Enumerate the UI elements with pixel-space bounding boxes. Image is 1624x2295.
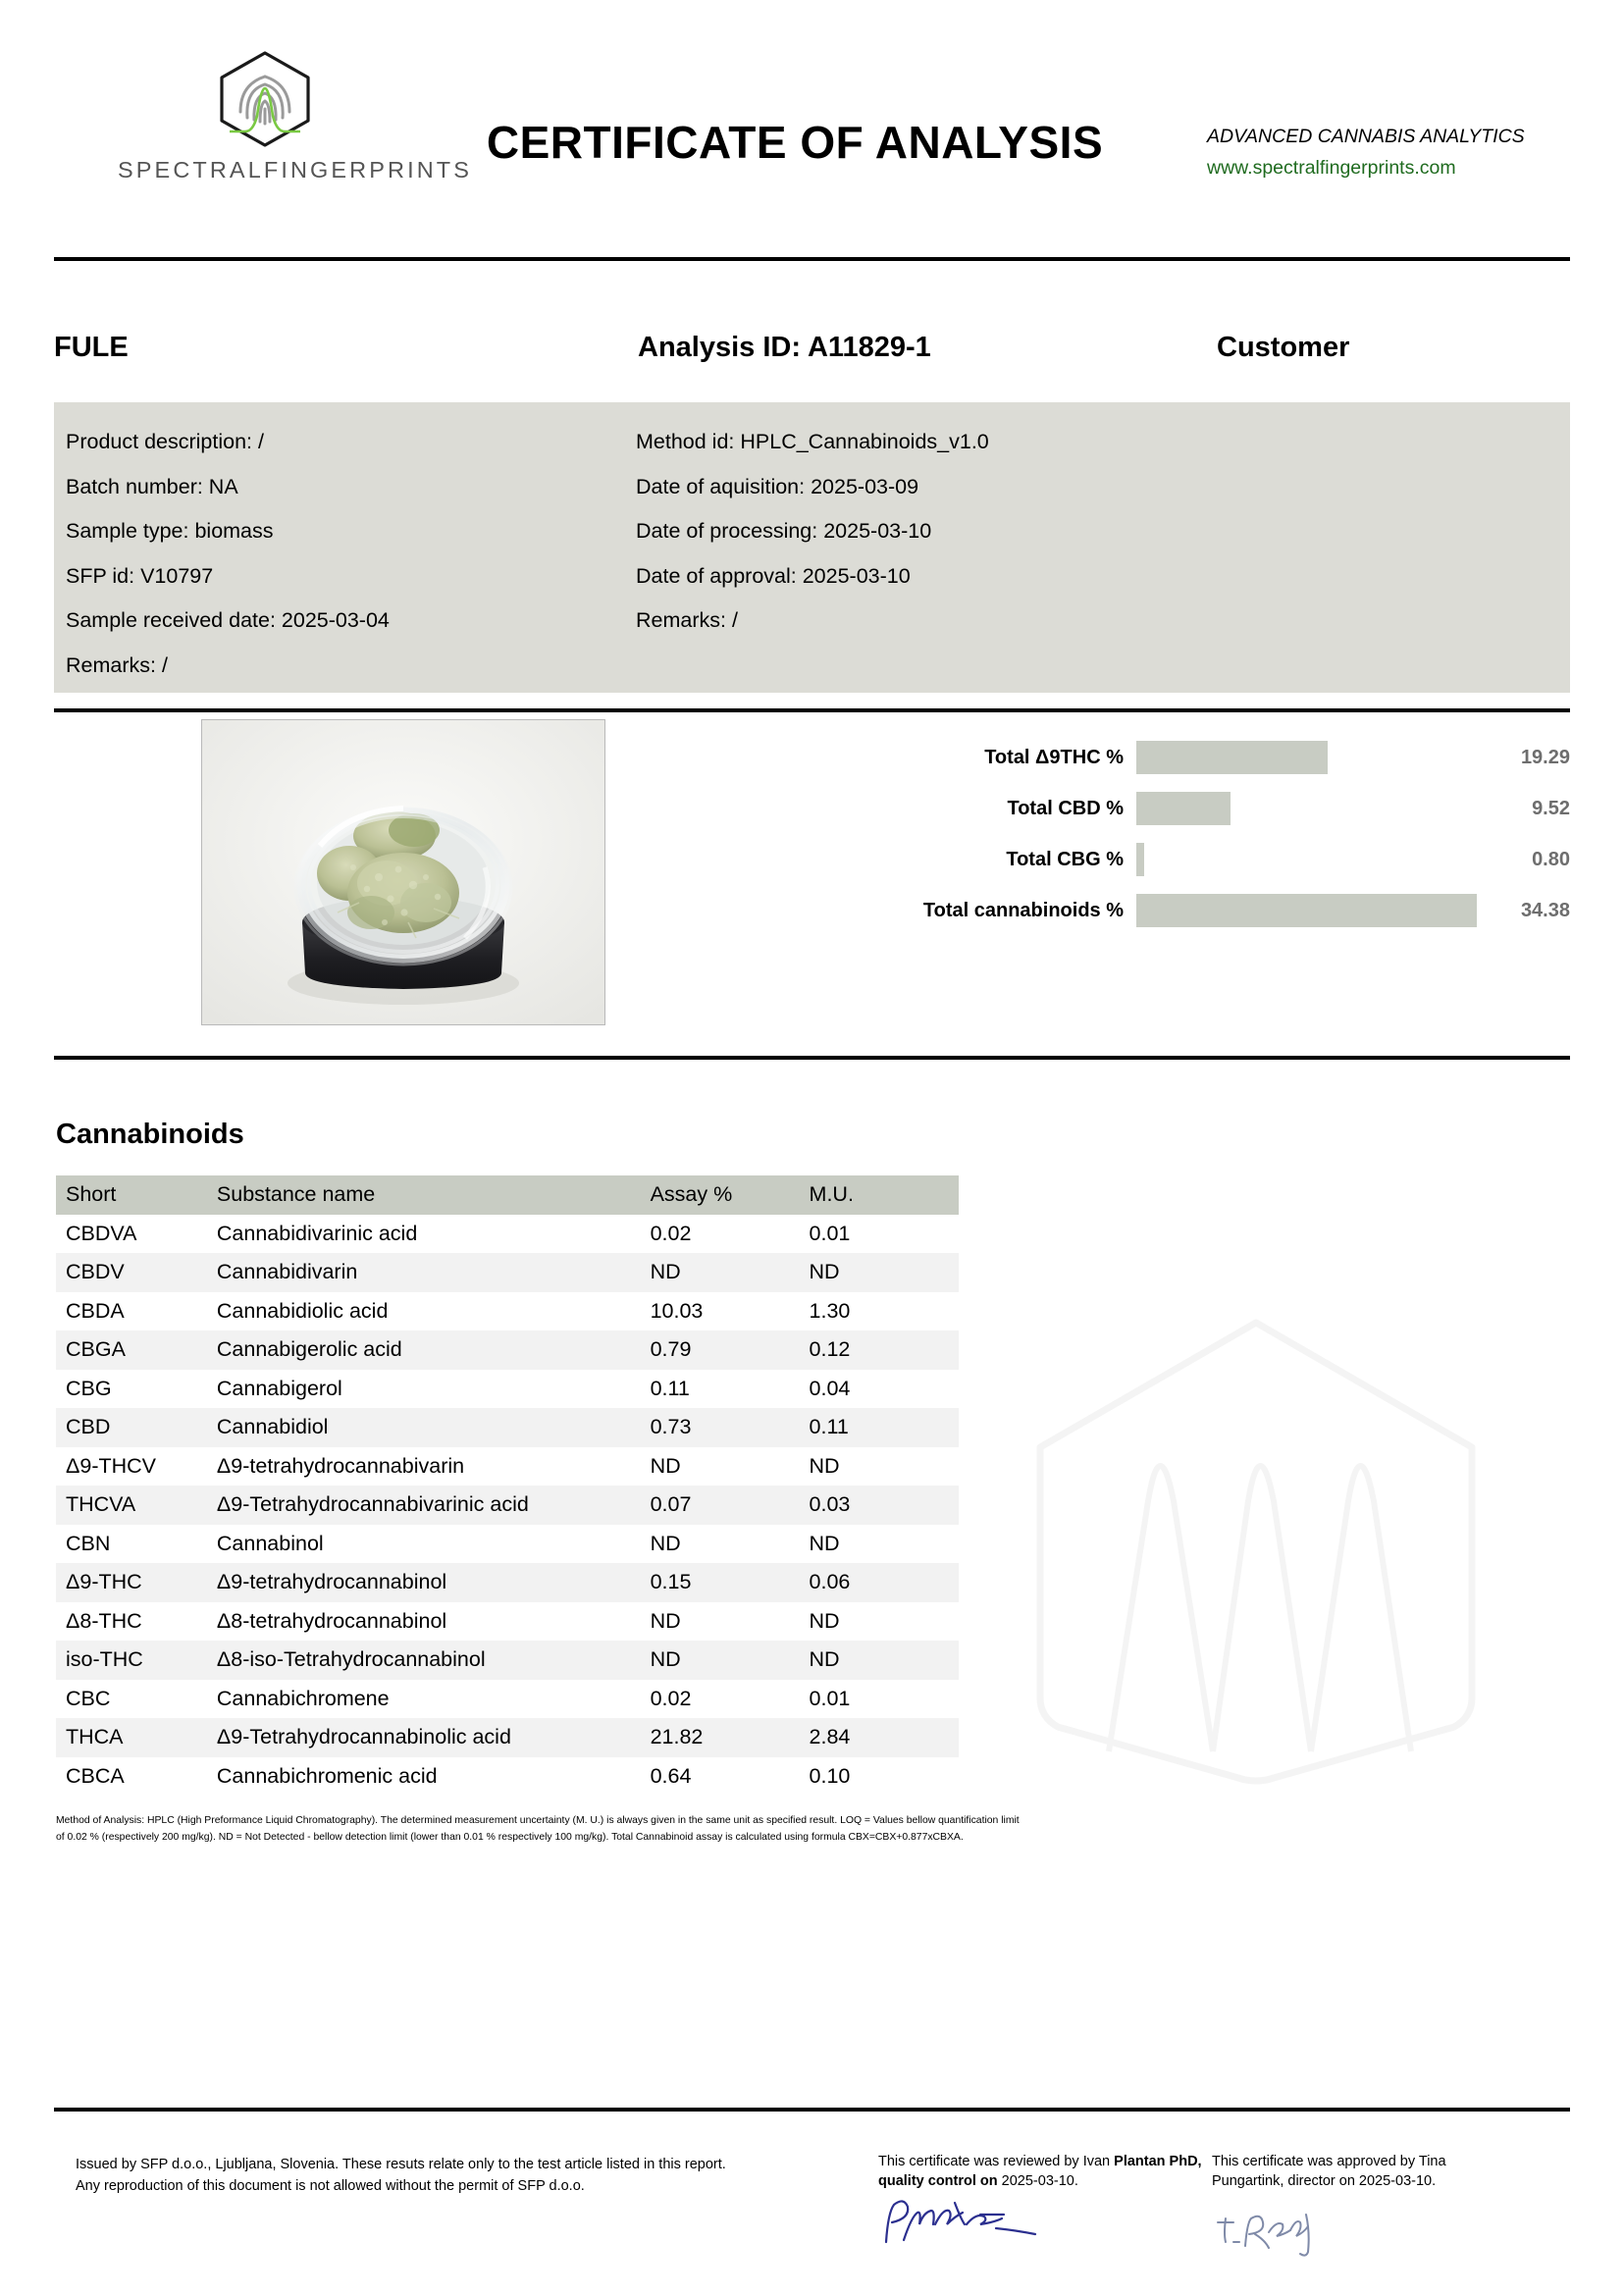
header-divider (54, 257, 1570, 261)
cell-short: THCA (66, 1725, 124, 1748)
info-line: Date of processing: 2025-03-10 (636, 519, 932, 543)
info-line: Date of aquisition: 2025-03-09 (636, 474, 919, 498)
cell-substance-name: Δ9-tetrahydrocannabinol (216, 1570, 447, 1593)
cell-assay: 0.15 (650, 1570, 692, 1593)
company-wordmark: SPECTRALFINGERPRINTS (118, 157, 473, 183)
reviewer-date: 2025-03-10. (1001, 2173, 1078, 2189)
table-row (56, 1253, 959, 1292)
info-line: Date of approval: 2025-03-10 (636, 563, 911, 588)
cell-substance-name: Δ8-tetrahydrocannabinol (216, 1608, 447, 1633)
cell-mu: 0.11 (809, 1415, 849, 1438)
totals-bar-chart (844, 738, 1570, 954)
cell-short: Δ9-THCV (66, 1453, 157, 1478)
customer-heading: Customer (1217, 332, 1350, 363)
cannabinoids-table (56, 1175, 959, 1796)
cell-assay: 0.07 (650, 1492, 692, 1516)
info-line: Sample type: biomass (66, 519, 274, 543)
chart-row-value: 34.38 (1520, 900, 1570, 921)
cell-mu: 0.03 (809, 1492, 851, 1516)
cell-assay: ND (650, 1531, 681, 1555)
summary-titles (54, 332, 1570, 387)
cell-short: Δ8-THC (66, 1608, 142, 1633)
cell-mu: 1.30 (809, 1298, 851, 1323)
chart-row-label: Total CBD % (1007, 798, 1124, 819)
cell-substance-name: Δ9-Tetrahydrocannabinolic acid (216, 1725, 511, 1748)
cell-assay: ND (650, 1608, 681, 1633)
table-row (56, 1330, 959, 1370)
approver-signature-icon (1212, 2209, 1408, 2260)
cell-assay: 0.79 (650, 1337, 692, 1361)
sample-name: FULE (54, 332, 129, 363)
chart-row (844, 738, 1570, 777)
cell-mu: 0.10 (809, 1763, 851, 1788)
cell-assay: ND (650, 1453, 681, 1478)
chart-row (844, 891, 1570, 930)
page-title: CERTIFICATE OF ANALYSIS (486, 117, 1104, 168)
table-row (56, 1563, 959, 1602)
cell-substance-name: Cannabidivarin (216, 1260, 358, 1283)
chart-row-label: Total Δ9THC % (984, 747, 1124, 768)
cell-substance-name: Δ8-iso-Tetrahydrocannabinol (216, 1647, 486, 1671)
company-logo (118, 47, 473, 214)
sample-info-panel (54, 402, 1570, 693)
table-row (56, 1408, 959, 1447)
table-row (56, 1641, 959, 1680)
table-row (56, 1757, 959, 1797)
footer-divider (54, 2108, 1570, 2112)
cell-substance-name: Cannabigerol (216, 1376, 342, 1400)
info-line: Batch number: NA (66, 474, 238, 498)
cell-mu: 2.84 (809, 1725, 851, 1748)
column-header-assay: Assay % (641, 1175, 800, 1215)
chart-row-value: 0.80 (1532, 849, 1570, 870)
chart-row-label: Total CBG % (1006, 849, 1124, 870)
column-header-short: Short (56, 1175, 207, 1215)
cell-mu: 0.01 (809, 1686, 851, 1710)
table-row (56, 1718, 959, 1757)
cell-substance-name: Cannabidivarinic acid (216, 1221, 418, 1245)
brand-website-link[interactable]: www.spectralfingerprints.com (1207, 157, 1456, 179)
photo-divider (54, 1056, 1570, 1060)
reviewer-block (878, 2152, 1222, 2246)
info-line: Remarks: / (636, 608, 738, 632)
cell-substance-name: Δ9-tetrahydrocannabivarin (216, 1453, 465, 1478)
chart-row-label: Total cannabinoids % (922, 900, 1124, 921)
fingerprint-hexagon-icon (210, 47, 320, 151)
issued-line-1: Issued by SFP d.o.o., Ljubljana, Slovenia. These resuts relate only to the test article listed in this report. (76, 2157, 726, 2172)
info-divider (54, 708, 1570, 712)
chart-row-value: 19.29 (1520, 747, 1570, 768)
issued-line-2: Any reproduction of this document is not allowed without the permit of SFP d.o.o. (76, 2178, 585, 2194)
page-header (0, 0, 1624, 257)
page-footer (54, 2144, 1570, 2281)
cell-substance-name: Cannabidiolic acid (216, 1298, 389, 1323)
cell-assay: 0.73 (650, 1415, 692, 1438)
chart-row (844, 840, 1570, 879)
chart-row-track (1136, 894, 1477, 927)
cell-short: iso-THC (66, 1647, 143, 1671)
cannabinoids-heading: Cannabinoids (56, 1119, 244, 1150)
analysis-id: Analysis ID: A11829-1 (638, 332, 931, 363)
method-of-analysis-note: Method of Analysis: HPLC (High Preformance Liquid Chromatography). The determined measurement uncertainty (M. U.) is always given in the same unit as specified result. LOQ = Values bellow quantification limit of 0.02 % (respectively 200 mg/kg). ND = Not Detected - bellow detection limit (lower than 0.01 % respectively 100 mg/kg). Total Cannabinoid assay is calculated using formula CBX=CBX+0.877xCBXA. (56, 1815, 1020, 1843)
cell-short: Δ9-THC (66, 1570, 142, 1593)
cell-mu: ND (809, 1260, 840, 1283)
info-line: SFP id: V10797 (66, 563, 214, 588)
table-row (56, 1680, 959, 1719)
cell-short: CBCA (66, 1763, 125, 1788)
sample-info-left-column (66, 420, 635, 688)
reviewer-name-role: Plantan PhD, quality control on (878, 2154, 1202, 2189)
cell-short: CBDA (66, 1298, 125, 1323)
cell-mu: ND (809, 1531, 840, 1555)
cell-substance-name: Cannabidiol (216, 1415, 329, 1438)
cell-short: CBGA (66, 1337, 126, 1361)
table-row (56, 1602, 959, 1642)
cell-substance-name: Cannabichromene (216, 1686, 390, 1710)
cell-assay: 0.02 (650, 1686, 692, 1710)
table-row (56, 1292, 959, 1331)
reviewer-signature-icon (878, 2195, 1074, 2246)
cell-mu: ND (809, 1647, 840, 1671)
cell-mu: 0.12 (809, 1337, 851, 1361)
table-row (56, 1525, 959, 1564)
column-header-substance-name: Substance name (207, 1175, 641, 1215)
cell-short: CBDVA (66, 1221, 137, 1245)
issued-by-statement (76, 2154, 861, 2197)
approver-block (1212, 2152, 1555, 2260)
info-line: Sample received date: 2025-03-04 (66, 608, 390, 632)
approver-line-1: This certificate was approved by Tina (1212, 2154, 1446, 2169)
sample-info-middle-column (636, 420, 1185, 644)
sample-photo (201, 719, 605, 1025)
chart-bar (1136, 741, 1328, 774)
table-row (56, 1215, 959, 1254)
cell-substance-name: Cannabigerolic acid (216, 1337, 402, 1361)
cell-substance-name: Cannabinol (216, 1531, 324, 1555)
chart-row-track (1136, 792, 1477, 825)
cell-short: CBN (66, 1531, 111, 1555)
approver-line-2: Pungartink, director on 2025-03-10. (1212, 2173, 1437, 2189)
cell-short: THCVA (66, 1492, 136, 1516)
brand-tagline: ADVANCED CANNABIS ANALYTICS (1207, 126, 1525, 147)
cell-mu: 0.01 (809, 1221, 851, 1245)
reviewer-lead-text: This certificate was reviewed by Ivan (878, 2154, 1111, 2169)
chart-row (844, 789, 1570, 828)
cell-assay: 10.03 (650, 1298, 704, 1323)
chart-bar (1136, 843, 1144, 876)
chart-bar (1136, 792, 1231, 825)
info-line: Remarks: / (66, 652, 168, 677)
cell-short: CBG (66, 1376, 112, 1400)
cell-assay: ND (650, 1260, 681, 1283)
chart-row-track (1136, 843, 1477, 876)
cell-assay: 0.64 (650, 1763, 692, 1788)
table-row (56, 1370, 959, 1409)
cell-substance-name: Cannabichromenic acid (216, 1763, 438, 1788)
cell-short: CBDV (66, 1260, 125, 1283)
cell-mu: 0.06 (809, 1570, 851, 1593)
cell-short: CBC (66, 1686, 111, 1710)
cell-assay: 0.11 (650, 1376, 690, 1400)
cell-mu: ND (809, 1453, 840, 1478)
cell-assay: 21.82 (650, 1725, 704, 1748)
table-row (56, 1486, 959, 1525)
cell-mu: ND (809, 1608, 840, 1633)
table-row (56, 1447, 959, 1487)
info-line: Method id: HPLC_Cannabinoids_v1.0 (636, 430, 989, 453)
cell-mu: 0.04 (809, 1376, 851, 1400)
column-header-mu: M.U. (800, 1175, 959, 1215)
spectral-hexagon-watermark (991, 1305, 1521, 1796)
chart-row-value: 9.52 (1532, 798, 1570, 819)
info-line: Product description: / (66, 430, 264, 453)
cell-assay: ND (650, 1647, 681, 1671)
cell-short: CBD (66, 1415, 111, 1438)
cell-assay: 0.02 (650, 1221, 692, 1245)
chart-bar (1136, 894, 1477, 927)
table-header-row (56, 1175, 959, 1215)
chart-row-track (1136, 741, 1477, 774)
cell-substance-name: Δ9-Tetrahydrocannabivarinic acid (216, 1492, 529, 1516)
